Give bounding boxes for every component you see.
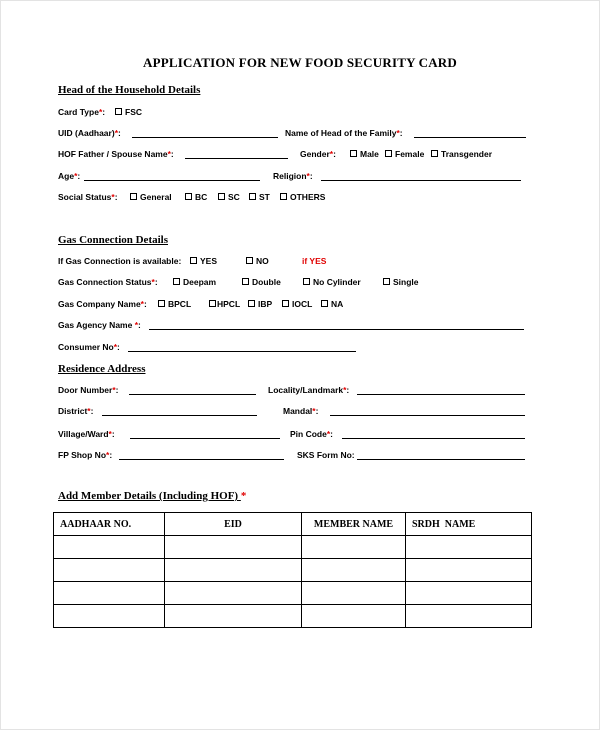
row-hof-father: HOF Father / Spouse Name*: Gender*: Male Female Transgender: [58, 149, 493, 159]
checkbox-male[interactable]: [350, 150, 357, 157]
required-mark: *: [111, 192, 115, 202]
row-village: Village/Ward*: Pin Code*:: [0, 429, 600, 443]
mandal-label: Mandal: [283, 406, 313, 416]
checkbox-gas-yes[interactable]: [190, 257, 197, 264]
cell-member-name[interactable]: [302, 582, 406, 605]
checkbox-bc[interactable]: [185, 193, 192, 200]
members-heading-text: Add Member Details (Including HOF): [58, 490, 239, 502]
cell-eid[interactable]: [165, 582, 302, 605]
mandal-field[interactable]: [330, 406, 525, 416]
hof-father-label: HOF Father / Spouse Name: [58, 149, 168, 159]
column-header-srdh-name: SRDH NAME: [406, 513, 532, 536]
section-members-heading: [58, 490, 246, 502]
cell-srdh-name[interactable]: [406, 605, 532, 628]
female-option-label: Female: [395, 149, 425, 159]
transgender-option-label: Transgender: [441, 149, 493, 159]
required-mark: *: [396, 128, 400, 138]
required-mark: *: [306, 171, 310, 181]
cell-member-name[interactable]: [302, 559, 406, 582]
row-door-number: Door Number*: Locality/Landmark*:: [0, 385, 600, 399]
gas-yes-label: YES: [200, 256, 218, 266]
required-mark: *: [108, 429, 112, 439]
row-age: Age*: Religion*:: [0, 171, 600, 185]
na-option-label: NA: [331, 299, 344, 309]
gas-agency-label: Gas Agency Name: [58, 320, 133, 330]
door-number-field[interactable]: [129, 385, 256, 395]
required-mark: *: [312, 406, 316, 416]
required-mark: *: [74, 171, 78, 181]
checkbox-female[interactable]: [385, 150, 392, 157]
row-uid: UID (Aadhaar)*: Name of Head of the Family*:: [0, 128, 600, 142]
required-mark: *: [326, 429, 331, 439]
village-field[interactable]: [130, 429, 280, 439]
form-title: APPLICATION FOR NEW FOOD SECURITY CARD: [143, 55, 457, 70]
column-header-eid: EID: [165, 513, 302, 536]
checkbox-hpcl[interactable]: [209, 300, 216, 307]
column-header-member-name: MEMBER NAME: [302, 513, 406, 536]
required-mark: *: [240, 490, 247, 502]
row-district: District*: Mandal*:: [0, 406, 600, 420]
cell-aadhaar[interactable]: [54, 582, 165, 605]
checkbox-iocl[interactable]: [282, 300, 289, 307]
column-header-aadhaar: AADHAAR NO.: [54, 513, 165, 536]
uid-field[interactable]: [132, 128, 278, 138]
table-row: [54, 605, 532, 628]
others-option-label: OTHERS: [290, 192, 326, 202]
row-gas-company: Gas Company Name*: BPCL HPCL IBP IOCL NA: [58, 299, 344, 309]
cell-member-name[interactable]: [302, 536, 406, 559]
double-option-label: Double: [252, 277, 281, 287]
table-row: [54, 582, 532, 605]
no-cylinder-option-label: No Cylinder: [313, 277, 361, 287]
required-mark: *: [343, 385, 347, 395]
age-label: Age: [58, 171, 75, 181]
checkbox-st[interactable]: [249, 193, 256, 200]
cell-eid[interactable]: [165, 605, 302, 628]
section-gas-heading: Gas Connection Details: [58, 234, 168, 246]
sc-option-label: SC: [228, 192, 240, 202]
required-mark: *: [87, 406, 91, 416]
consumer-no-label: Consumer No: [58, 342, 114, 352]
social-status-label: Social Status: [58, 192, 112, 202]
pin-code-field[interactable]: [342, 429, 525, 439]
required-mark: *: [167, 149, 171, 159]
fp-shop-label: FP Shop No: [58, 450, 107, 460]
checkbox-single[interactable]: [383, 278, 390, 285]
checkbox-double[interactable]: [242, 278, 249, 285]
gas-agency-field[interactable]: [149, 320, 524, 330]
table-header-row: [54, 513, 532, 536]
religion-label: Religion: [273, 171, 307, 181]
hpcl-option-label: HPCL: [217, 299, 241, 309]
cell-aadhaar[interactable]: [54, 605, 165, 628]
checkbox-na[interactable]: [321, 300, 328, 307]
checkbox-deepam[interactable]: [173, 278, 180, 285]
cell-eid[interactable]: [165, 559, 302, 582]
section-household-heading: Head of the Household Details: [58, 84, 201, 96]
if-yes-note: if YES: [302, 256, 327, 266]
head-name-field[interactable]: [414, 128, 526, 138]
male-option-label: Male: [360, 149, 379, 159]
required-mark: *: [114, 128, 118, 138]
row-fp-shop: FP Shop No*: SKS Form No:: [0, 450, 600, 464]
cell-srdh-name[interactable]: [406, 536, 532, 559]
required-mark: *: [98, 107, 103, 117]
required-mark: *: [140, 299, 144, 309]
row-consumer-no: Consumer No*:: [0, 342, 600, 356]
district-label: District: [58, 406, 88, 416]
door-number-label: Door Number: [58, 385, 113, 395]
row-social-status: Social Status*: General BC SC ST OTHERS: [58, 192, 326, 202]
sks-form-label: SKS Form No:: [297, 450, 355, 460]
head-name-label: Name of Head of the Family: [285, 128, 397, 138]
gender-label: Gender: [300, 149, 330, 159]
gas-no-label: NO: [256, 256, 269, 266]
consumer-no-field[interactable]: [128, 342, 356, 352]
cell-member-name[interactable]: [302, 605, 406, 628]
member-details-table: [53, 512, 532, 628]
checkbox-bpcl[interactable]: [158, 300, 165, 307]
iocl-option-label: IOCL: [292, 299, 313, 309]
required-mark: *: [112, 385, 116, 395]
st-option-label: ST: [259, 192, 270, 202]
cell-aadhaar[interactable]: [54, 559, 165, 582]
checkbox-transgender[interactable]: [431, 150, 438, 157]
section-residence-heading: Residence Address: [58, 363, 146, 375]
row-card-type: Card Type*: FSC: [58, 107, 142, 117]
gas-status-label: Gas Connection Status: [58, 277, 152, 287]
row-gas-status: Gas Connection Status*: Deepam Double No Cylinder Single: [58, 277, 419, 287]
table-row: [54, 559, 532, 582]
checkbox-ibp[interactable]: [248, 300, 255, 307]
row-gas-available: [0, 256, 600, 270]
checkbox-gas-no[interactable]: [246, 257, 253, 264]
hof-father-field[interactable]: [185, 149, 288, 159]
cell-srdh-name[interactable]: [406, 559, 532, 582]
cell-eid[interactable]: [165, 536, 302, 559]
required-mark: *: [329, 149, 334, 159]
required-mark: *: [113, 342, 118, 352]
sks-form-field[interactable]: [357, 450, 525, 460]
deepam-option-label: Deepam: [183, 277, 217, 287]
gas-available-label: If Gas Connection is available:: [58, 256, 182, 266]
table-row: [54, 536, 532, 559]
checkbox-no-cylinder[interactable]: [303, 278, 310, 285]
pin-code-label: Pin Code: [290, 429, 327, 439]
ibp-option-label: IBP: [258, 299, 273, 309]
required-mark: *: [106, 450, 110, 460]
general-option-label: General: [140, 192, 172, 202]
gas-company-label: Gas Company Name: [58, 299, 141, 309]
age-field[interactable]: [84, 171, 260, 181]
checkbox-general[interactable]: [130, 193, 137, 200]
required-mark: *: [151, 277, 155, 287]
required-mark: *: [134, 320, 139, 330]
village-label: Village/Ward: [58, 429, 109, 439]
locality-label: Locality/Landmark: [268, 385, 344, 395]
card-type-label: Card Type: [58, 107, 99, 117]
checkbox-sc[interactable]: [218, 193, 225, 200]
checkbox-fsc[interactable]: [115, 108, 122, 115]
checkbox-others[interactable]: [280, 193, 287, 200]
fp-shop-field[interactable]: [119, 450, 284, 460]
bc-option-label: BC: [195, 192, 208, 202]
district-field[interactable]: [102, 406, 257, 416]
single-option-label: Single: [393, 277, 419, 287]
fsc-option-label: FSC: [125, 107, 142, 117]
row-gas-agency: Gas Agency Name *:: [0, 320, 600, 334]
religion-field[interactable]: [321, 171, 521, 181]
cell-srdh-name[interactable]: [406, 582, 532, 605]
locality-field[interactable]: [357, 385, 525, 395]
uid-label: UID (Aadhaar): [58, 128, 115, 138]
bpcl-option-label: BPCL: [168, 299, 192, 309]
cell-aadhaar[interactable]: [54, 536, 165, 559]
